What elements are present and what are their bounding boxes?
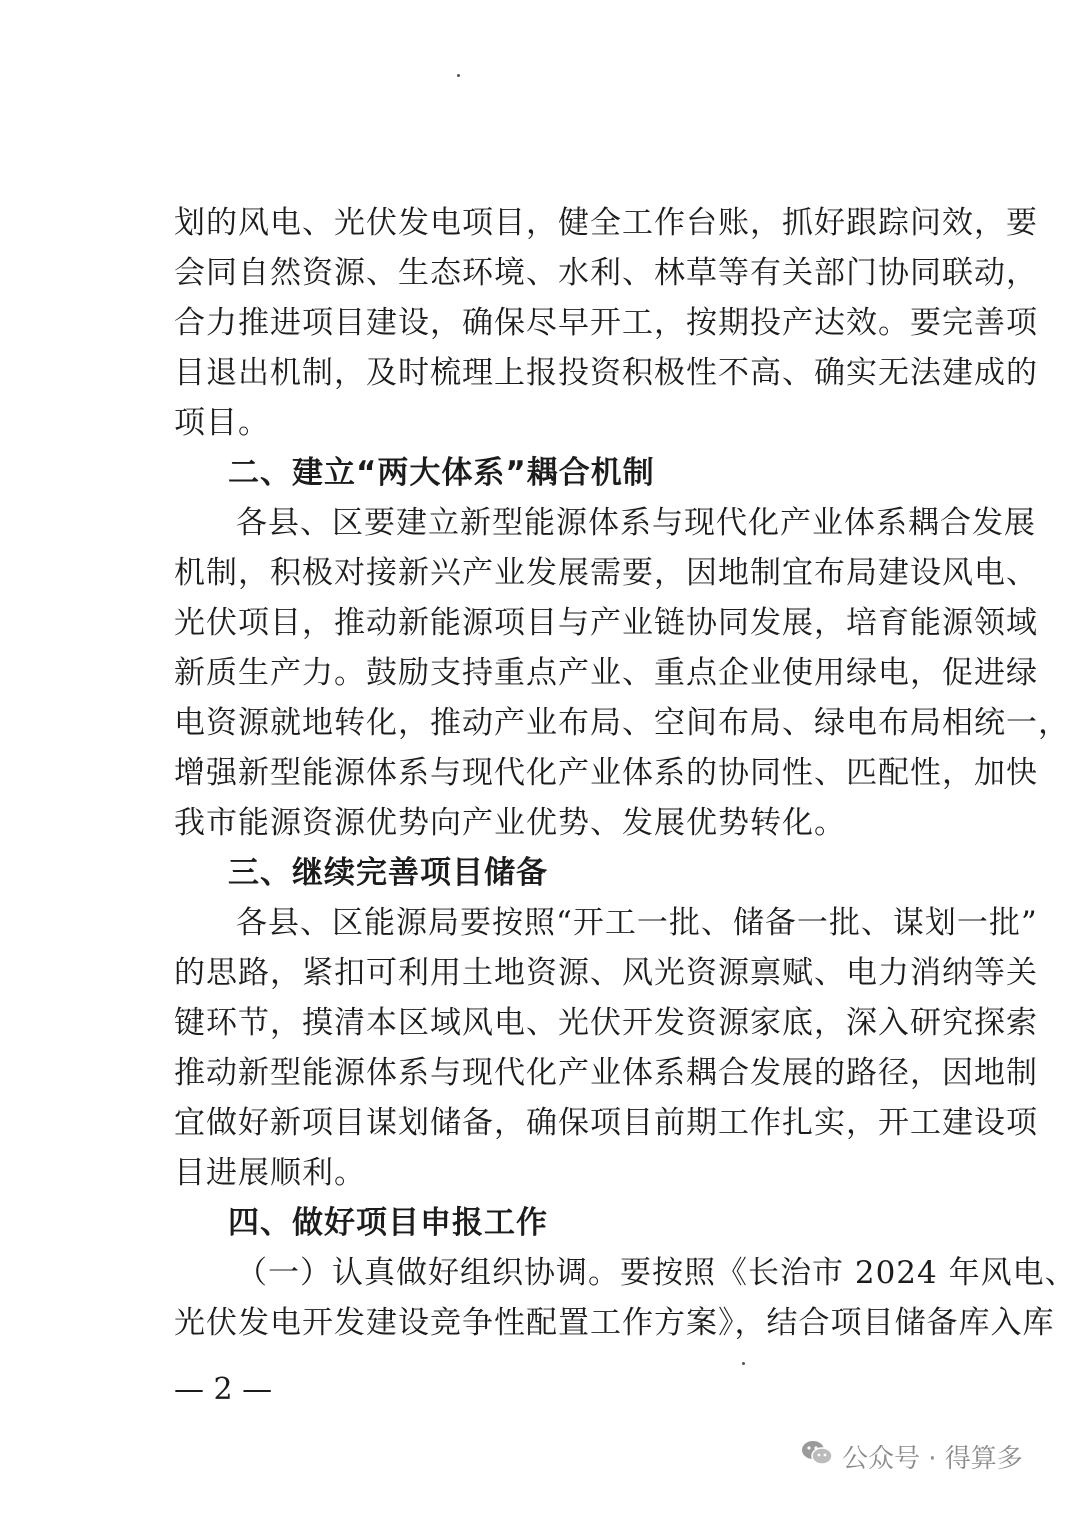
wechat-icon bbox=[800, 1438, 834, 1475]
paragraph-2-line: 机制，积极对接新兴产业发展需要，因地制宜布局建设风电、 bbox=[174, 555, 1038, 591]
paragraph-4-line: （一）认真做好组织协调。要按照《长治市 2024 年风电、 bbox=[236, 1255, 1077, 1291]
paragraph-1-line: 项目。 bbox=[174, 405, 270, 441]
paragraph-2-line: 光伏项目，推动新能源项目与产业链协同发展，培育能源领域 bbox=[174, 605, 1038, 641]
paragraph-2-line: 增强新型能源体系与现代化产业体系的协同性、匹配性，加快 bbox=[174, 755, 1038, 791]
paragraph-3-line: 键环节，摸清本区域风电、光伏开发资源家底，深入研究探索 bbox=[174, 1005, 1038, 1041]
section-heading-3: 三、继续完善项目储备 bbox=[228, 855, 548, 891]
paragraph-3-line: 推动新型能源体系与现代化产业体系耦合发展的路径，因地制 bbox=[174, 1055, 1038, 1091]
watermark-text: 公众号 · 得算多 bbox=[842, 1443, 1023, 1474]
paragraph-3-line: 宜做好新项目谋划储备，确保项目前期工作扎实，开工建设项 bbox=[174, 1105, 1038, 1141]
paragraph-4-line: 光伏发电开发建设竞争性配置工作方案》，结合项目储备库入库 bbox=[174, 1305, 1055, 1341]
paragraph-1-line: 会同自然资源、生态环境、水利、林草等有关部门协同联动， bbox=[174, 255, 1038, 291]
section-heading-2: 二、建立“两大体系”耦合机制 bbox=[228, 455, 655, 491]
scan-speck bbox=[742, 1362, 745, 1365]
paragraph-3-line: 各县、区能源局要按照“开工一批、储备一批、谋划一批” bbox=[236, 905, 1038, 941]
paragraph-1-line: 合力推进项目建设，确保尽早开工，按期投产达效。要完善项 bbox=[174, 305, 1038, 341]
paragraph-2-line: 各县、区要建立新型能源体系与现代化产业体系耦合发展 bbox=[236, 505, 1036, 541]
paragraph-2-line: 电资源就地转化，推动产业布局、空间布局、绿电布局相统一， bbox=[174, 705, 1070, 741]
wechat-watermark bbox=[800, 1436, 1023, 1476]
paragraph-1-line: 目退出机制，及时梳理上报投资积极性不高、确实无法建成的 bbox=[174, 355, 1038, 391]
paragraph-2-line: 我市能源资源优势向产业优势、发展优势转化。 bbox=[174, 805, 846, 841]
paragraph-3-line: 的思路，紧扣可利用土地资源、风光资源禀赋、电力消纳等关 bbox=[174, 955, 1038, 991]
paragraph-3-line: 目进展顺利。 bbox=[174, 1155, 366, 1191]
section-heading-4: 四、做好项目申报工作 bbox=[228, 1205, 548, 1241]
paragraph-2-line: 新质生产力。鼓励支持重点产业、重点企业使用绿电，促进绿 bbox=[174, 655, 1038, 691]
page-number: — 2 — bbox=[174, 1372, 273, 1407]
paragraph-1-line: 划的风电、光伏发电项目，健全工作台账，抓好跟踪问效，要 bbox=[174, 205, 1038, 241]
scan-speck bbox=[457, 74, 460, 77]
